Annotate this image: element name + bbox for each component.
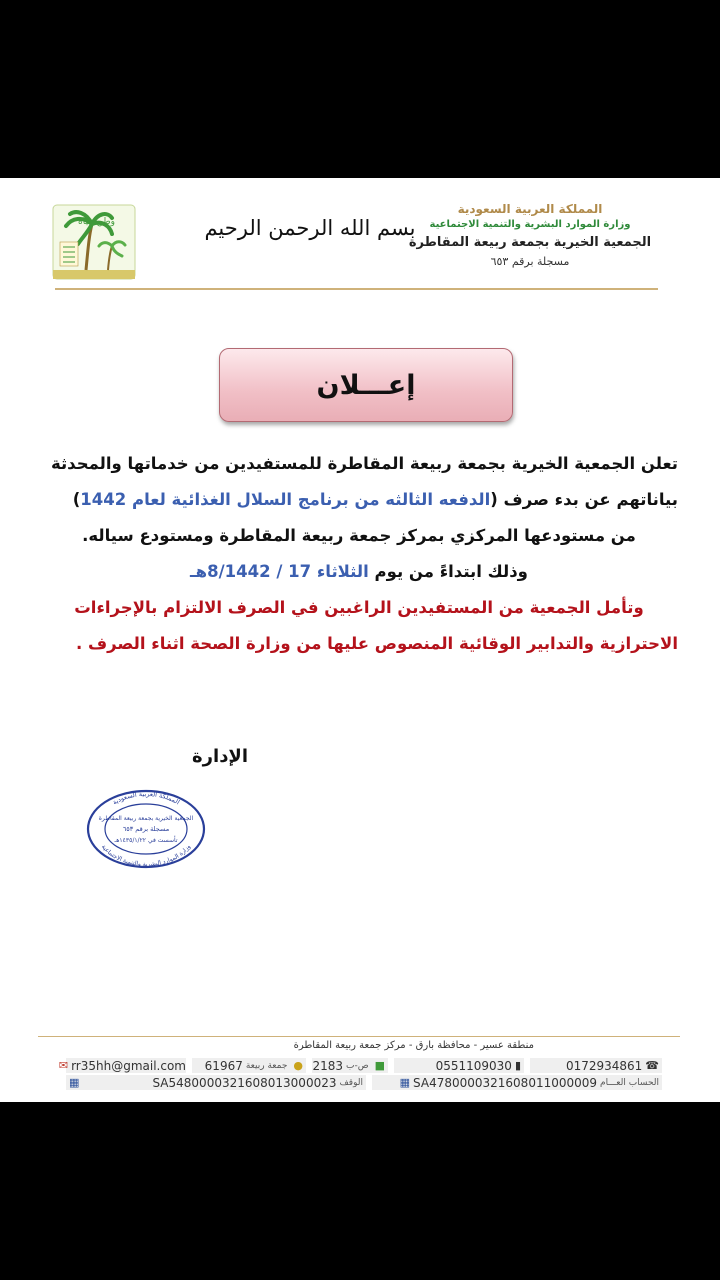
logo-text: وطن حياة [78, 217, 115, 227]
body-line-2-suffix: ) [72, 490, 81, 509]
stamp-line-1: الجمعية الخيرية بجمعة ربيعة المقاطرة [98, 815, 194, 822]
registration-label: مسجلة برقم ٦٥٣ [490, 255, 570, 268]
start-day: الثلاثاء [316, 562, 369, 581]
svg-text:وزارة الموارد البشرية والتنمية [100, 843, 192, 868]
phone-icon: ☎ [645, 1059, 659, 1072]
footer-address: منطقة عسير - محافظة بارق - مركز جمعة ربيعة المقاطرة [293, 1040, 534, 1051]
waqf-account-label: الوقف [339, 1077, 363, 1088]
footer-contacts-row [58, 1058, 662, 1073]
email-icon: ✉ [58, 1059, 69, 1072]
mobile-icon: ▮ [514, 1059, 521, 1072]
postal-code: 61967 [204, 1058, 243, 1073]
body-line-6: الاحترازية والتدابير الوقائية المنصوص عليها من وزارة الصحة اثناء الصرف . [75, 634, 678, 653]
header-divider [55, 288, 658, 290]
body-line-2-prefix: بياناتهم عن بدء صرف ( [490, 490, 678, 509]
mobile-number: 0551109030 [435, 1058, 512, 1073]
po-box-label: ص-ب [345, 1060, 369, 1071]
general-account-cell [372, 1075, 662, 1090]
announcement-body [40, 446, 678, 662]
footer-bank-row [66, 1075, 662, 1090]
email-address[interactable]: rr35hh@gmail.com [71, 1058, 186, 1073]
distribution-program: الدفعه الثالثه من برنامج السلال الغذائية لعام 1442 [80, 490, 491, 509]
postal-label: جمعة ربيعة [245, 1060, 288, 1071]
po-box-cell [312, 1058, 388, 1073]
body-line-1: تعلن الجمعية الخيرية بجمعة ربيعة المقاطرة للمستفيدين من خدماتها والمحدثة [50, 454, 678, 473]
ministry-label: وزارة الموارد البشرية والتنمية الاجتماعية [429, 219, 631, 230]
postal-icon: ● [293, 1059, 303, 1072]
announcement-title: إعـــلان [219, 348, 513, 422]
phone-number: 0172934861 [565, 1058, 643, 1073]
signature-label: الإدارة [192, 746, 248, 767]
kingdom-label: المملكة العربية السعودية [457, 202, 603, 216]
mobile-cell [394, 1058, 524, 1073]
letter-page [0, 178, 720, 1102]
mailbox-icon: ■ [374, 1059, 385, 1072]
phone-cell [530, 1058, 662, 1073]
body-line-2 [40, 482, 678, 518]
footer-divider [38, 1036, 680, 1037]
postal-cell [192, 1058, 306, 1073]
stamp-bottom-text: وزارة الموارد البشرية والتنمية الاجتماعية [99, 843, 193, 869]
body-line-5: وتأمل الجمعية من المستفيدين الراغبين في الصرف الالتزام بالإجراءات [74, 598, 644, 617]
start-phrase: وذلك ابتداءً من يوم [374, 562, 528, 581]
stamp-line-2: مسجلة برقم ٦٥٣ [122, 825, 170, 833]
email-cell [58, 1058, 186, 1073]
body-line-3: من مستودعها المركزي بمركز جمعة ربيعة المقاطرة ومستودع سياله. [82, 526, 636, 545]
general-account-iban: SA4780000321608011000009 [413, 1075, 598, 1090]
po-box-number: 2183 [312, 1058, 343, 1073]
bank-icon: ▦ [69, 1076, 80, 1089]
general-account-label: الحساب العـــام [600, 1077, 659, 1088]
waqf-account-cell [66, 1075, 366, 1090]
waqf-account-iban: SA5480000321608013000023 [152, 1075, 337, 1090]
organization-header [400, 202, 660, 268]
bank-icon: ▦ [399, 1076, 411, 1089]
start-date: 17 / 8/1442هـ [190, 562, 312, 581]
official-stamp-icon [85, 788, 207, 870]
stamp-line-3: تأسست في ١٤٣٥/١/٢٢هـ [114, 837, 178, 844]
society-logo-icon [52, 204, 136, 280]
basmala: بسم الله الرحمن الرحيم [204, 216, 416, 240]
stamp-top-text: المملكة العربية السعودية [111, 789, 182, 807]
body-line-4 [40, 554, 678, 590]
society-label: الجمعية الخيرية بجمعة ربيعة المقاطرة [408, 235, 652, 250]
